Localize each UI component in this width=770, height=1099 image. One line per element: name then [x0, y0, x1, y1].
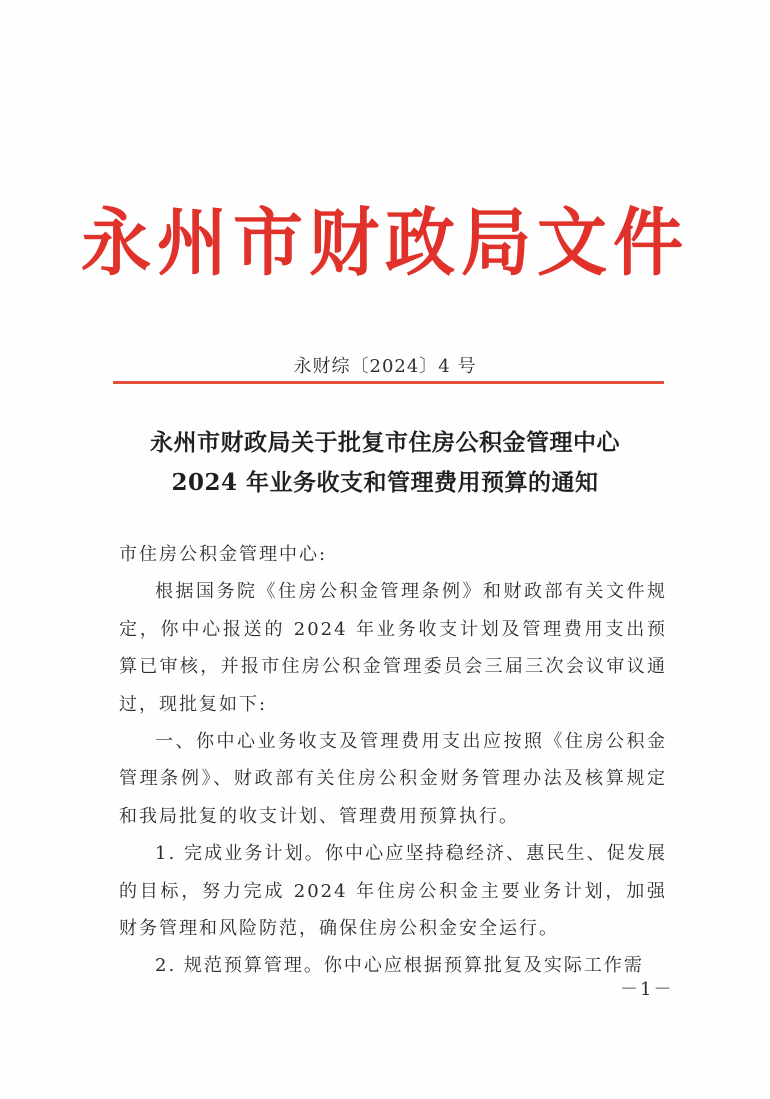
paragraph-section-1: 一、你中心业务收支及管理费用支出应按照《住房公积金管理条例》、财政部有关住房公积金财务管理办法及核算规定和我局批复的收支计划、管理费用预算执行。 [119, 731, 667, 827]
title-line-1: 永州市财政局关于批复市住房公积金管理中心 [150, 429, 620, 456]
title-line-2: 2024 年业务收支和管理费用预算的通知 [171, 469, 599, 496]
paragraph-item-2: 2. 规范预算管理。你中心应根据预算批复及实际工作需 [155, 955, 644, 977]
page-number: －1－ [620, 979, 674, 1000]
paragraph-intro: 根据国务院《住房公积金管理条例》和财政部有关文件规定，你中心报送的 2024 年业务收支计划及管理费用支出预算已审核，并报市住房公积金管理委员会三届三次会议审议通过，现批复如下: [119, 581, 667, 715]
document-body [119, 536, 667, 985]
document-masthead: 永州市财政局文件 [81, 198, 689, 287]
red-divider-line [113, 381, 664, 384]
salutation: 市住房公积金管理中心: [119, 544, 328, 565]
document-number: 永财综〔2024〕4 号 [293, 356, 477, 377]
document-title [0, 423, 770, 503]
paragraph-item-1: 1. 完成业务计划。你中心应坚持稳经济、惠民生、促发展的目标，努力完成 2024 年住房公积金主要业务计划，加强财务管理和风险防范，确保住房公积金安全运行。 [119, 843, 667, 940]
